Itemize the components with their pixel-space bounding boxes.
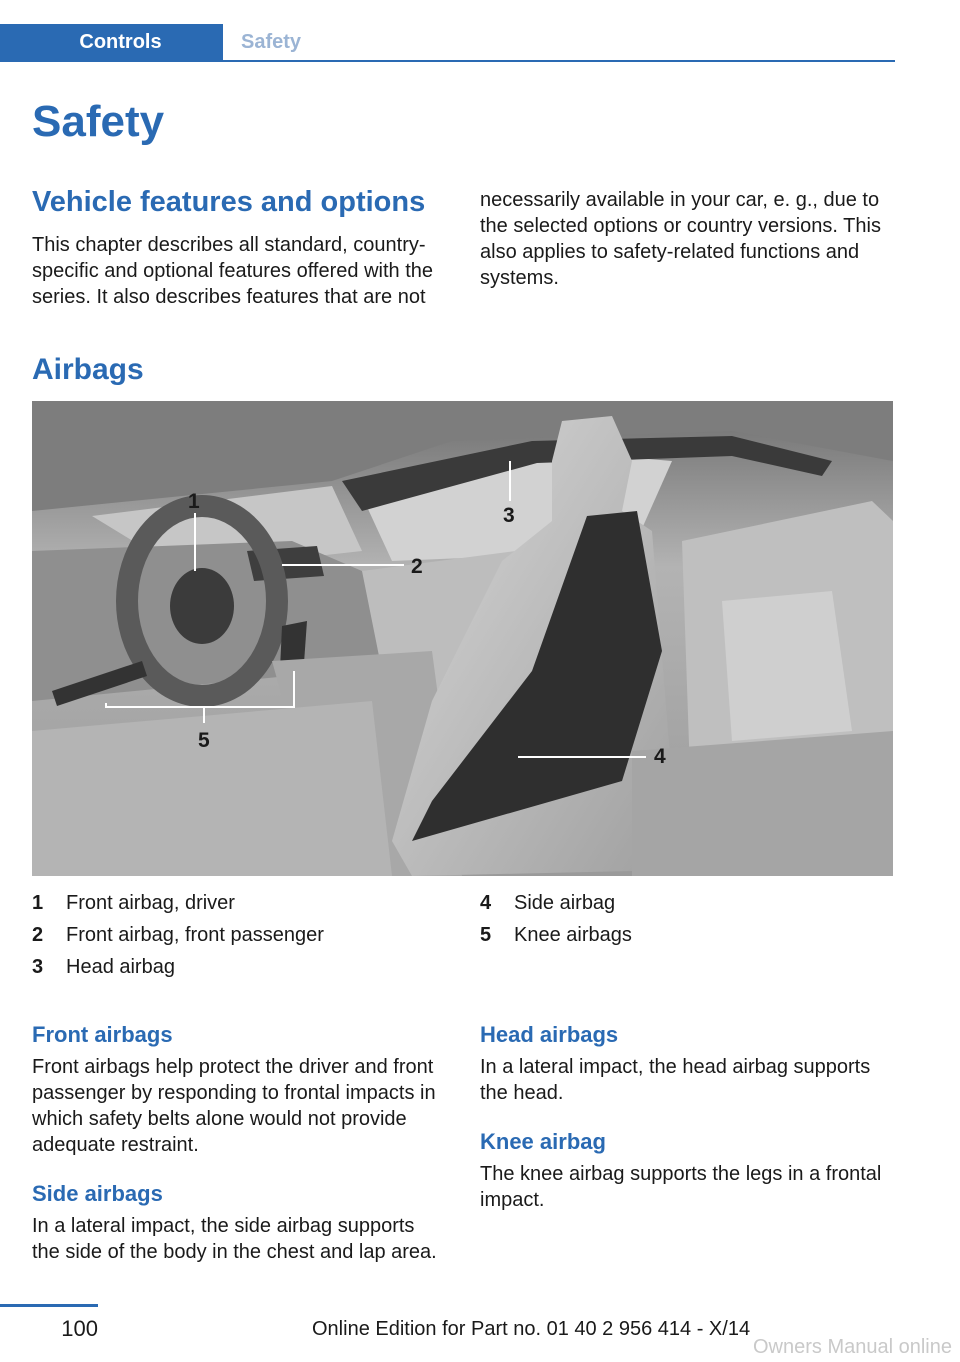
legend-item <box>480 919 880 951</box>
legend-number: 1 <box>32 891 44 914</box>
head-airbags-heading: Head airbags <box>480 1022 619 1047</box>
side-airbags-text: In a lateral impact, the side airbag supports the side of the body in the chest and lap area. <box>32 1215 437 1263</box>
airbag-illustration <box>32 401 893 876</box>
vehicle-features-text-left: This chapter describes all standard, country-specific and optional features offered with the series. It also describes features that are not <box>32 234 433 308</box>
callout-label-1: 1 <box>188 490 200 513</box>
watermark: Owners Manual online <box>753 1336 952 1358</box>
callout-label-4: 4 <box>654 745 666 768</box>
front-airbags-text: Front airbags help protect the driver and front passenger by responding to frontal impacts in which safety belts alone would not provide adequate restraint. <box>32 1056 436 1156</box>
callout-label-2: 2 <box>411 555 423 578</box>
legend-number: 2 <box>32 923 44 946</box>
tab-controls[interactable]: Controls <box>0 24 223 60</box>
front-airbags-heading: Front airbags <box>32 1022 173 1047</box>
page-number-rule <box>0 1304 98 1307</box>
side-airbags-heading: Side airbags <box>32 1181 163 1206</box>
vehicle-features-heading: Vehicle features and options <box>32 186 426 218</box>
airbags-heading: Airbags <box>32 353 144 386</box>
edition-footer: Online Edition for Part no. 01 40 2 956 414 - X/14 <box>312 1318 751 1340</box>
legend-item <box>32 919 432 951</box>
legend-item <box>32 887 432 919</box>
tab-safety[interactable]: Safety <box>240 31 302 53</box>
page-title: Safety <box>32 97 165 146</box>
legend-number: 3 <box>32 955 44 978</box>
figure-legend-left <box>32 887 432 983</box>
legend-number: 4 <box>480 891 492 914</box>
page-number: 100 <box>61 1316 98 1341</box>
legend-item <box>480 887 880 919</box>
legend-item <box>32 951 432 983</box>
header-tabs <box>0 24 895 62</box>
legend-label: Front airbag, front passenger <box>66 923 324 946</box>
vehicle-features-text-right: necessarily available in your car, e. g., due to the selected options or country versions. This also applies to safety-related functions and systems. <box>480 189 881 289</box>
car-interior-drawing <box>32 401 893 876</box>
knee-airbag-text: The knee airbag supports the legs in a frontal impact. <box>480 1163 882 1211</box>
legend-label: Head airbag <box>66 955 175 978</box>
knee-airbag-heading: Knee airbag <box>480 1129 606 1154</box>
callout-label-3: 3 <box>503 504 515 527</box>
legend-number: 5 <box>480 923 492 946</box>
legend-label: Side airbag <box>514 891 616 914</box>
callout-label-5: 5 <box>198 729 210 752</box>
legend-label: Knee airbags <box>514 923 632 946</box>
head-airbags-text: In a lateral impact, the head airbag supports the head. <box>480 1056 871 1104</box>
figure-legend-right <box>480 887 880 951</box>
legend-label: Front airbag, driver <box>66 891 235 914</box>
